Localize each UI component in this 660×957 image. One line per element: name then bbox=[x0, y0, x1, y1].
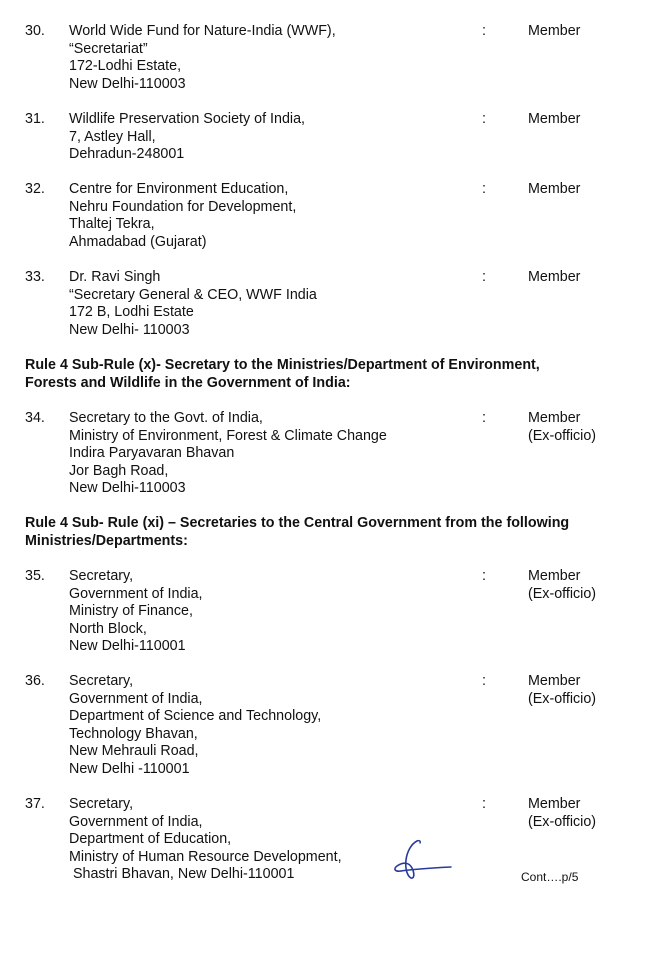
separator-colon: : bbox=[482, 23, 486, 39]
entry-address bbox=[69, 269, 469, 339]
address-line: New Delhi -110001 bbox=[69, 760, 190, 777]
entry-number: 36. bbox=[25, 673, 45, 689]
rule-heading-xi bbox=[25, 515, 635, 550]
entry-address bbox=[69, 23, 469, 93]
separator-colon: : bbox=[482, 181, 486, 197]
entry-address bbox=[69, 568, 469, 656]
entry-number: 37. bbox=[25, 796, 45, 812]
address-line: North Block, bbox=[69, 620, 147, 637]
entry-role bbox=[528, 181, 580, 199]
role-line: (Ex-officio) bbox=[528, 427, 597, 444]
address-line: Centre for Environment Education, bbox=[69, 181, 289, 197]
address-line: Jor Bagh Road, bbox=[69, 462, 169, 479]
entry-address bbox=[69, 181, 469, 251]
address-line: Nehru Foundation for Development, bbox=[69, 198, 297, 215]
role-line: Member bbox=[528, 568, 581, 584]
entry-role bbox=[528, 111, 580, 129]
address-line: Ahmadabad (Gujarat) bbox=[69, 233, 207, 250]
handwritten-signature bbox=[381, 838, 453, 882]
address-line: 172 B, Lodhi Estate bbox=[69, 304, 194, 321]
address-line: Ministry of Human Resource Development, bbox=[69, 848, 342, 865]
address-line: Thaltej Tekra, bbox=[69, 216, 155, 233]
entry-address bbox=[69, 410, 469, 498]
separator-colon: : bbox=[482, 673, 486, 689]
entry-number: 34. bbox=[25, 410, 45, 426]
address-line: 172-Lodhi Estate, bbox=[69, 58, 182, 75]
address-line: Secretary, bbox=[69, 673, 134, 689]
entry-number: 33. bbox=[25, 269, 45, 285]
role-line: Member bbox=[528, 111, 581, 127]
separator-colon: : bbox=[482, 410, 486, 426]
address-line: Government of India, bbox=[69, 813, 203, 830]
entry-role bbox=[528, 796, 596, 831]
entry-address bbox=[69, 111, 469, 164]
role-line: Member bbox=[528, 269, 581, 285]
address-line: 7, Astley Hall, bbox=[69, 128, 156, 145]
address-line: Wildlife Preservation Society of India, bbox=[69, 111, 306, 127]
heading-line: Forests and Wildlife in the Government of India: bbox=[25, 374, 351, 391]
address-line: “Secretariat” bbox=[69, 40, 148, 57]
role-line: (Ex-officio) bbox=[528, 813, 597, 830]
address-line: Secretary, bbox=[69, 568, 134, 584]
address-line: Shastri Bhavan, New Delhi-110001 bbox=[69, 866, 295, 883]
address-line: Ministry of Finance, bbox=[69, 603, 193, 620]
entry-number: 30. bbox=[25, 23, 45, 39]
entry-role bbox=[528, 568, 596, 603]
address-line: “Secretary General & CEO, WWF India bbox=[69, 286, 317, 303]
address-line: New Delhi- 110003 bbox=[69, 321, 190, 338]
entry-number: 35. bbox=[25, 568, 45, 584]
address-line: New Delhi-110003 bbox=[69, 480, 186, 497]
address-line: Department of Science and Technology, bbox=[69, 708, 322, 725]
role-line: Member bbox=[528, 410, 581, 426]
continuation-note: Cont….p/5 bbox=[521, 870, 579, 884]
role-line: Member bbox=[528, 796, 581, 812]
heading-line: Ministries/Departments: bbox=[25, 532, 188, 549]
address-line: New Delhi-110003 bbox=[69, 75, 186, 92]
address-line: Technology Bhavan, bbox=[69, 725, 198, 742]
entry-role bbox=[528, 673, 596, 708]
address-line: Secretary to the Govt. of India, bbox=[69, 410, 263, 426]
entry-role bbox=[528, 23, 580, 41]
role-line: (Ex-officio) bbox=[528, 690, 597, 707]
entry-number: 32. bbox=[25, 181, 45, 197]
address-line: Ministry of Environment, Forest & Climate Change bbox=[69, 427, 387, 444]
address-line: Government of India, bbox=[69, 585, 203, 602]
role-line: (Ex-officio) bbox=[528, 585, 597, 602]
entry-number: 31. bbox=[25, 111, 45, 127]
entry-role bbox=[528, 410, 596, 445]
rule-heading-x bbox=[25, 357, 635, 392]
separator-colon: : bbox=[482, 111, 486, 127]
address-line: Government of India, bbox=[69, 690, 203, 707]
heading-line: Rule 4 Sub- Rule (xi) – Secretaries to the Central Government from the following bbox=[25, 515, 570, 531]
address-line: Indira Paryavaran Bhavan bbox=[69, 445, 235, 462]
address-line: World Wide Fund for Nature-India (WWF), bbox=[69, 23, 336, 39]
address-line: Department of Education, bbox=[69, 831, 232, 848]
address-line: Secretary, bbox=[69, 796, 134, 812]
separator-colon: : bbox=[482, 269, 486, 285]
entry-address bbox=[69, 673, 469, 779]
address-line: New Delhi-110001 bbox=[69, 638, 186, 655]
address-line: Dehradun-248001 bbox=[69, 146, 185, 163]
role-line: Member bbox=[528, 673, 581, 689]
entry-role bbox=[528, 269, 580, 287]
separator-colon: : bbox=[482, 796, 486, 812]
address-line: New Mehrauli Road, bbox=[69, 743, 199, 760]
role-line: Member bbox=[528, 23, 581, 39]
role-line: Member bbox=[528, 181, 581, 197]
separator-colon: : bbox=[482, 568, 486, 584]
heading-line: Rule 4 Sub-Rule (x)- Secretary to the Ministries/Department of Environment, bbox=[25, 357, 540, 373]
address-line: Dr. Ravi Singh bbox=[69, 269, 161, 285]
